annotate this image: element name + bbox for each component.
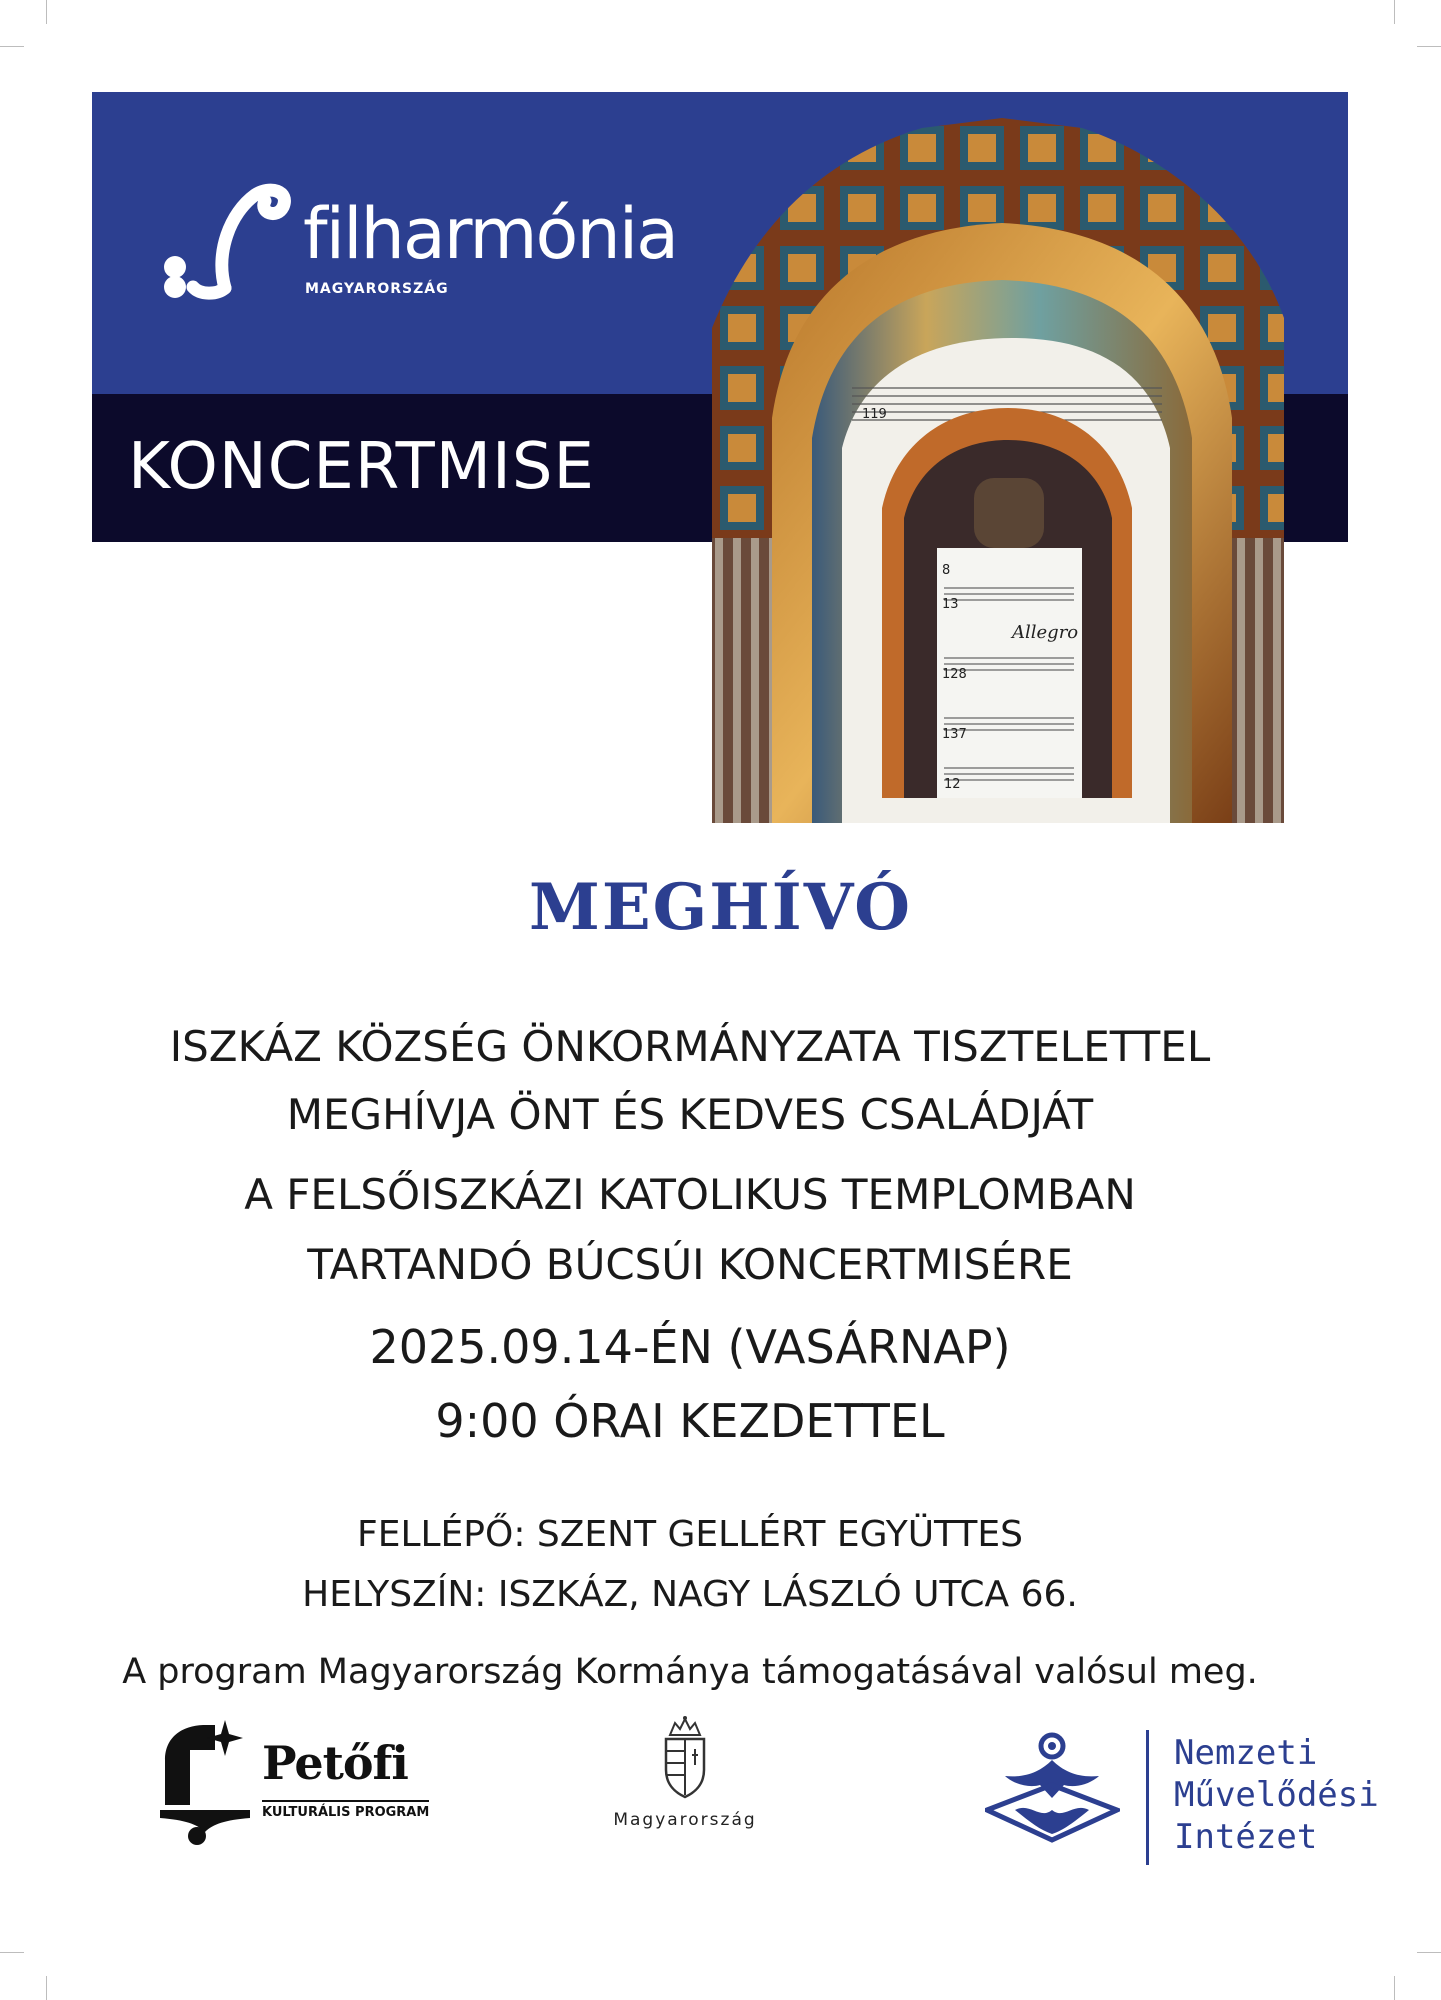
f-clef-icon — [155, 183, 295, 303]
crop-mark — [1417, 1952, 1441, 1953]
invitation-line-3: A FELSŐISZKÁZI KATOLIKUS TEMPLOMBAN — [244, 1170, 1136, 1219]
nmi-logo-name — [1174, 1732, 1379, 1858]
invitation-heading: MEGHÍVÓ — [529, 870, 912, 945]
measure-number: 12 — [944, 777, 961, 792]
nmi-divider — [1146, 1730, 1149, 1865]
crop-mark — [0, 46, 24, 47]
crop-mark — [46, 1976, 47, 2000]
logo-subtitle: MAGYARORSZÁG — [305, 281, 449, 297]
measure-number: 119 — [862, 407, 887, 422]
logo-wordmark: filharmónia — [303, 193, 678, 275]
petofi-emblem-icon — [155, 1720, 255, 1845]
support-line: A program Magyarország Kormánya támogatásával valósul meg. — [122, 1652, 1258, 1692]
invitation-line-2: MEGHÍVJA ÖNT ÉS KEDVES CSALÁDJÁT — [286, 1090, 1094, 1139]
measure-number: 13 — [942, 597, 959, 612]
crop-mark — [0, 1952, 24, 1953]
event-time: 9:00 ÓRAI KEZDETTEL — [435, 1394, 945, 1448]
event-date: 2025.09.14-ÉN (VASÁRNAP) — [369, 1320, 1011, 1374]
petofi-logo-name: Petőfi — [262, 1736, 408, 1790]
page-title: KONCERTMISE — [128, 430, 595, 504]
performer-line: FELLÉPŐ: SZENT GELLÉRT EGYÜTTES — [356, 1514, 1024, 1555]
crop-mark — [1394, 1976, 1395, 2000]
nmi-emblem-icon — [985, 1730, 1120, 1850]
church-collage-image — [712, 118, 1284, 823]
invitation-line-1: ISZKÁZ KÖZSÉG ÖNKORMÁNYZATA TISZTELETTEL — [169, 1022, 1211, 1071]
crop-mark — [46, 0, 47, 24]
nmi-line-3: Intézet — [1174, 1817, 1318, 1857]
sheet-music-tempo: Allegro — [1012, 622, 1079, 643]
crop-mark — [1394, 0, 1395, 24]
invitation-line-4: TARTANDÓ BÚCSÚI KONCERTMISÉRE — [307, 1240, 1073, 1289]
government-logo-label: Magyarország — [613, 1810, 757, 1830]
measure-number: 8 — [942, 563, 951, 578]
nmi-line-2: Művelődési — [1174, 1775, 1379, 1815]
measure-number: 128 — [942, 667, 967, 682]
petofi-logo-subtitle: KULTURÁLIS PROGRAM — [262, 1800, 429, 1820]
measure-number: 137 — [942, 727, 967, 742]
nmi-line-1: Nemzeti — [1174, 1733, 1318, 1773]
crop-mark — [1417, 46, 1441, 47]
filharmonia-logo — [155, 183, 678, 313]
coat-of-arms-icon — [660, 1715, 710, 1800]
venue-line: HELYSZÍN: ISZKÁZ, NAGY LÁSZLÓ UTCA 66. — [302, 1574, 1078, 1615]
